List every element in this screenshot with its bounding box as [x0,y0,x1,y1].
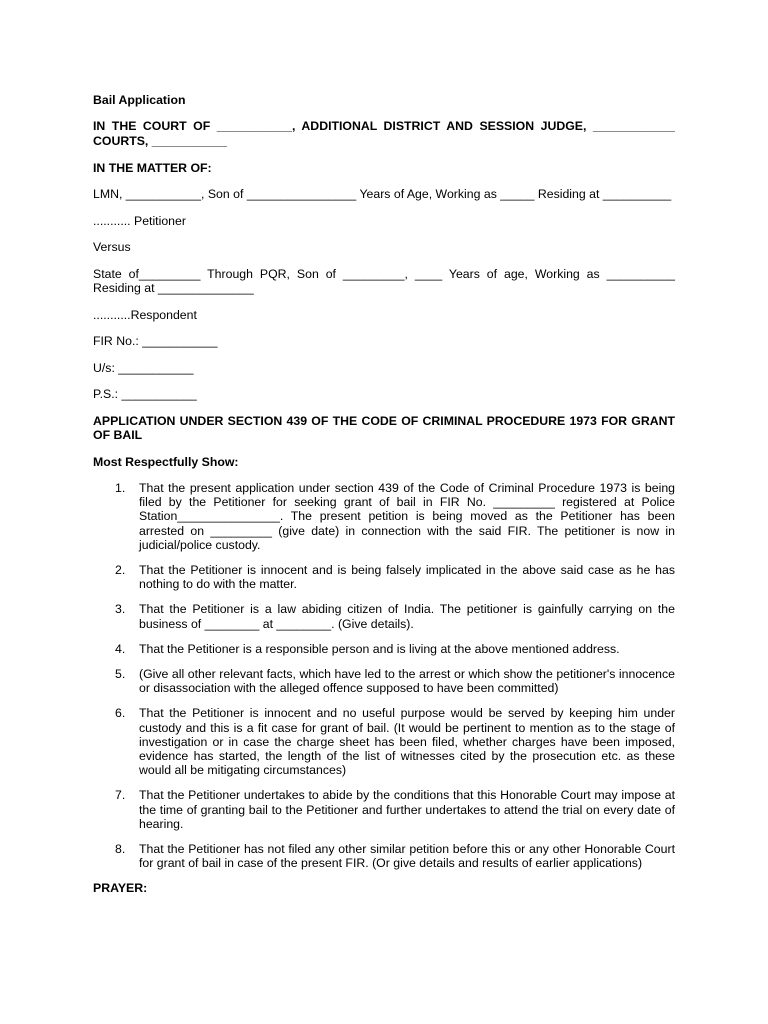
list-item-number: 1. [115,481,126,495]
prayer-heading: PRAYER: [93,881,148,896]
court-heading: IN THE COURT OF ___________, ADDITIONAL DISTRICT AND SESSION JUDGE, ____________ COURTS, ___________ [93,118,675,148]
application-heading: APPLICATION UNDER SECTION 439 OF THE CODE OF CRIMINAL PROCEDURE 1973 FOR GRANT OF BAIL [93,413,675,442]
list-item [93,602,675,630]
list-item [93,481,675,552]
list-item-text: That the Petitioner undertakes to abide by the conditions that this Honorable Court may impose at the time of granting bail to the Petitioner and further undertakes to attend the trial on every date of hearing. [139,788,675,831]
list-item-number: 5. [115,667,126,682]
fir-number: FIR No.: ___________ [93,334,218,348]
respondent-details: State of_________ Through PQR, Son of _________, ____ Years of age, Working as __________ Residing at ______________ [93,266,675,295]
list-item [93,667,675,695]
list-item [93,706,675,777]
list-item-text: That the Petitioner is innocent and no useful purpose would be served by keeping him under custody and this is a fit case for grant of bail. (It would be pertinent to mention as to the stage of investigation or in case the charge sheet has been filed, whether charges have been imposed, evidence has started, the length of the list of witnesses cited by the prosecution etc. as these would all be mitigating circumstances) [139,706,675,778]
under-section: U/s: ___________ [93,360,194,375]
document-page [93,93,675,896]
list-item-text: That the Petitioner has not filed any other similar petition before this or any other Honorable Court for grant of bail in case of the present FIR. (Or give details and results of earlier applications) [139,842,675,871]
list-item [93,788,675,831]
document-title: Bail Application [93,93,186,107]
list-item [93,642,675,656]
petitioner-details: LMN, ___________, Son of ________________ Years of Age, Working as _____ Residing at __________ [93,187,672,201]
list-item-number: 8. [115,842,126,857]
list-item-text: (Give all other relevant facts, which have led to the arrest or which show the petitioner's innocence or disassociation with the alleged offence supposed to have been committed) [139,667,675,696]
respondent-label: ...........Respondent [93,307,197,322]
list-item-number: 7. [115,788,126,803]
list-item-number: 6. [115,706,126,721]
points-list [93,481,675,870]
list-item-text: That the present application under section 439 of the Code of Criminal Procedure 1973 is being filed by the Petitioner for seeking grant of bail in FIR No. _________ registered at Police Station_______________. The present petition is being moved as the Petitioner has been arrested on _________ (give date) in connection with the said FIR. The petitioner is now in judicial/police custody. [139,481,675,552]
show-heading: Most Respectfully Show: [93,454,239,469]
list-item-text: That the Petitioner is a responsible person and is living at the above mentioned address. [139,641,620,656]
list-item-number: 4. [115,641,126,656]
list-item-text: That the Petitioner is innocent and is being falsely implicated in the above said case as he has nothing to do with the matter. [139,563,675,592]
list-item-number: 2. [115,563,126,578]
list-item [93,563,675,591]
matter-heading: IN THE MATTER OF: [93,160,212,175]
petitioner-label: ........... Petitioner [93,213,186,228]
list-item-number: 3. [115,602,126,617]
list-item-text: That the Petitioner is a law abiding citizen of India. The petitioner is gainfully carrying on the business of ________ at ________. (Give details). [139,602,675,631]
versus-label: Versus [93,240,131,254]
list-item [93,842,675,870]
police-station: P.S.: ___________ [93,387,197,401]
